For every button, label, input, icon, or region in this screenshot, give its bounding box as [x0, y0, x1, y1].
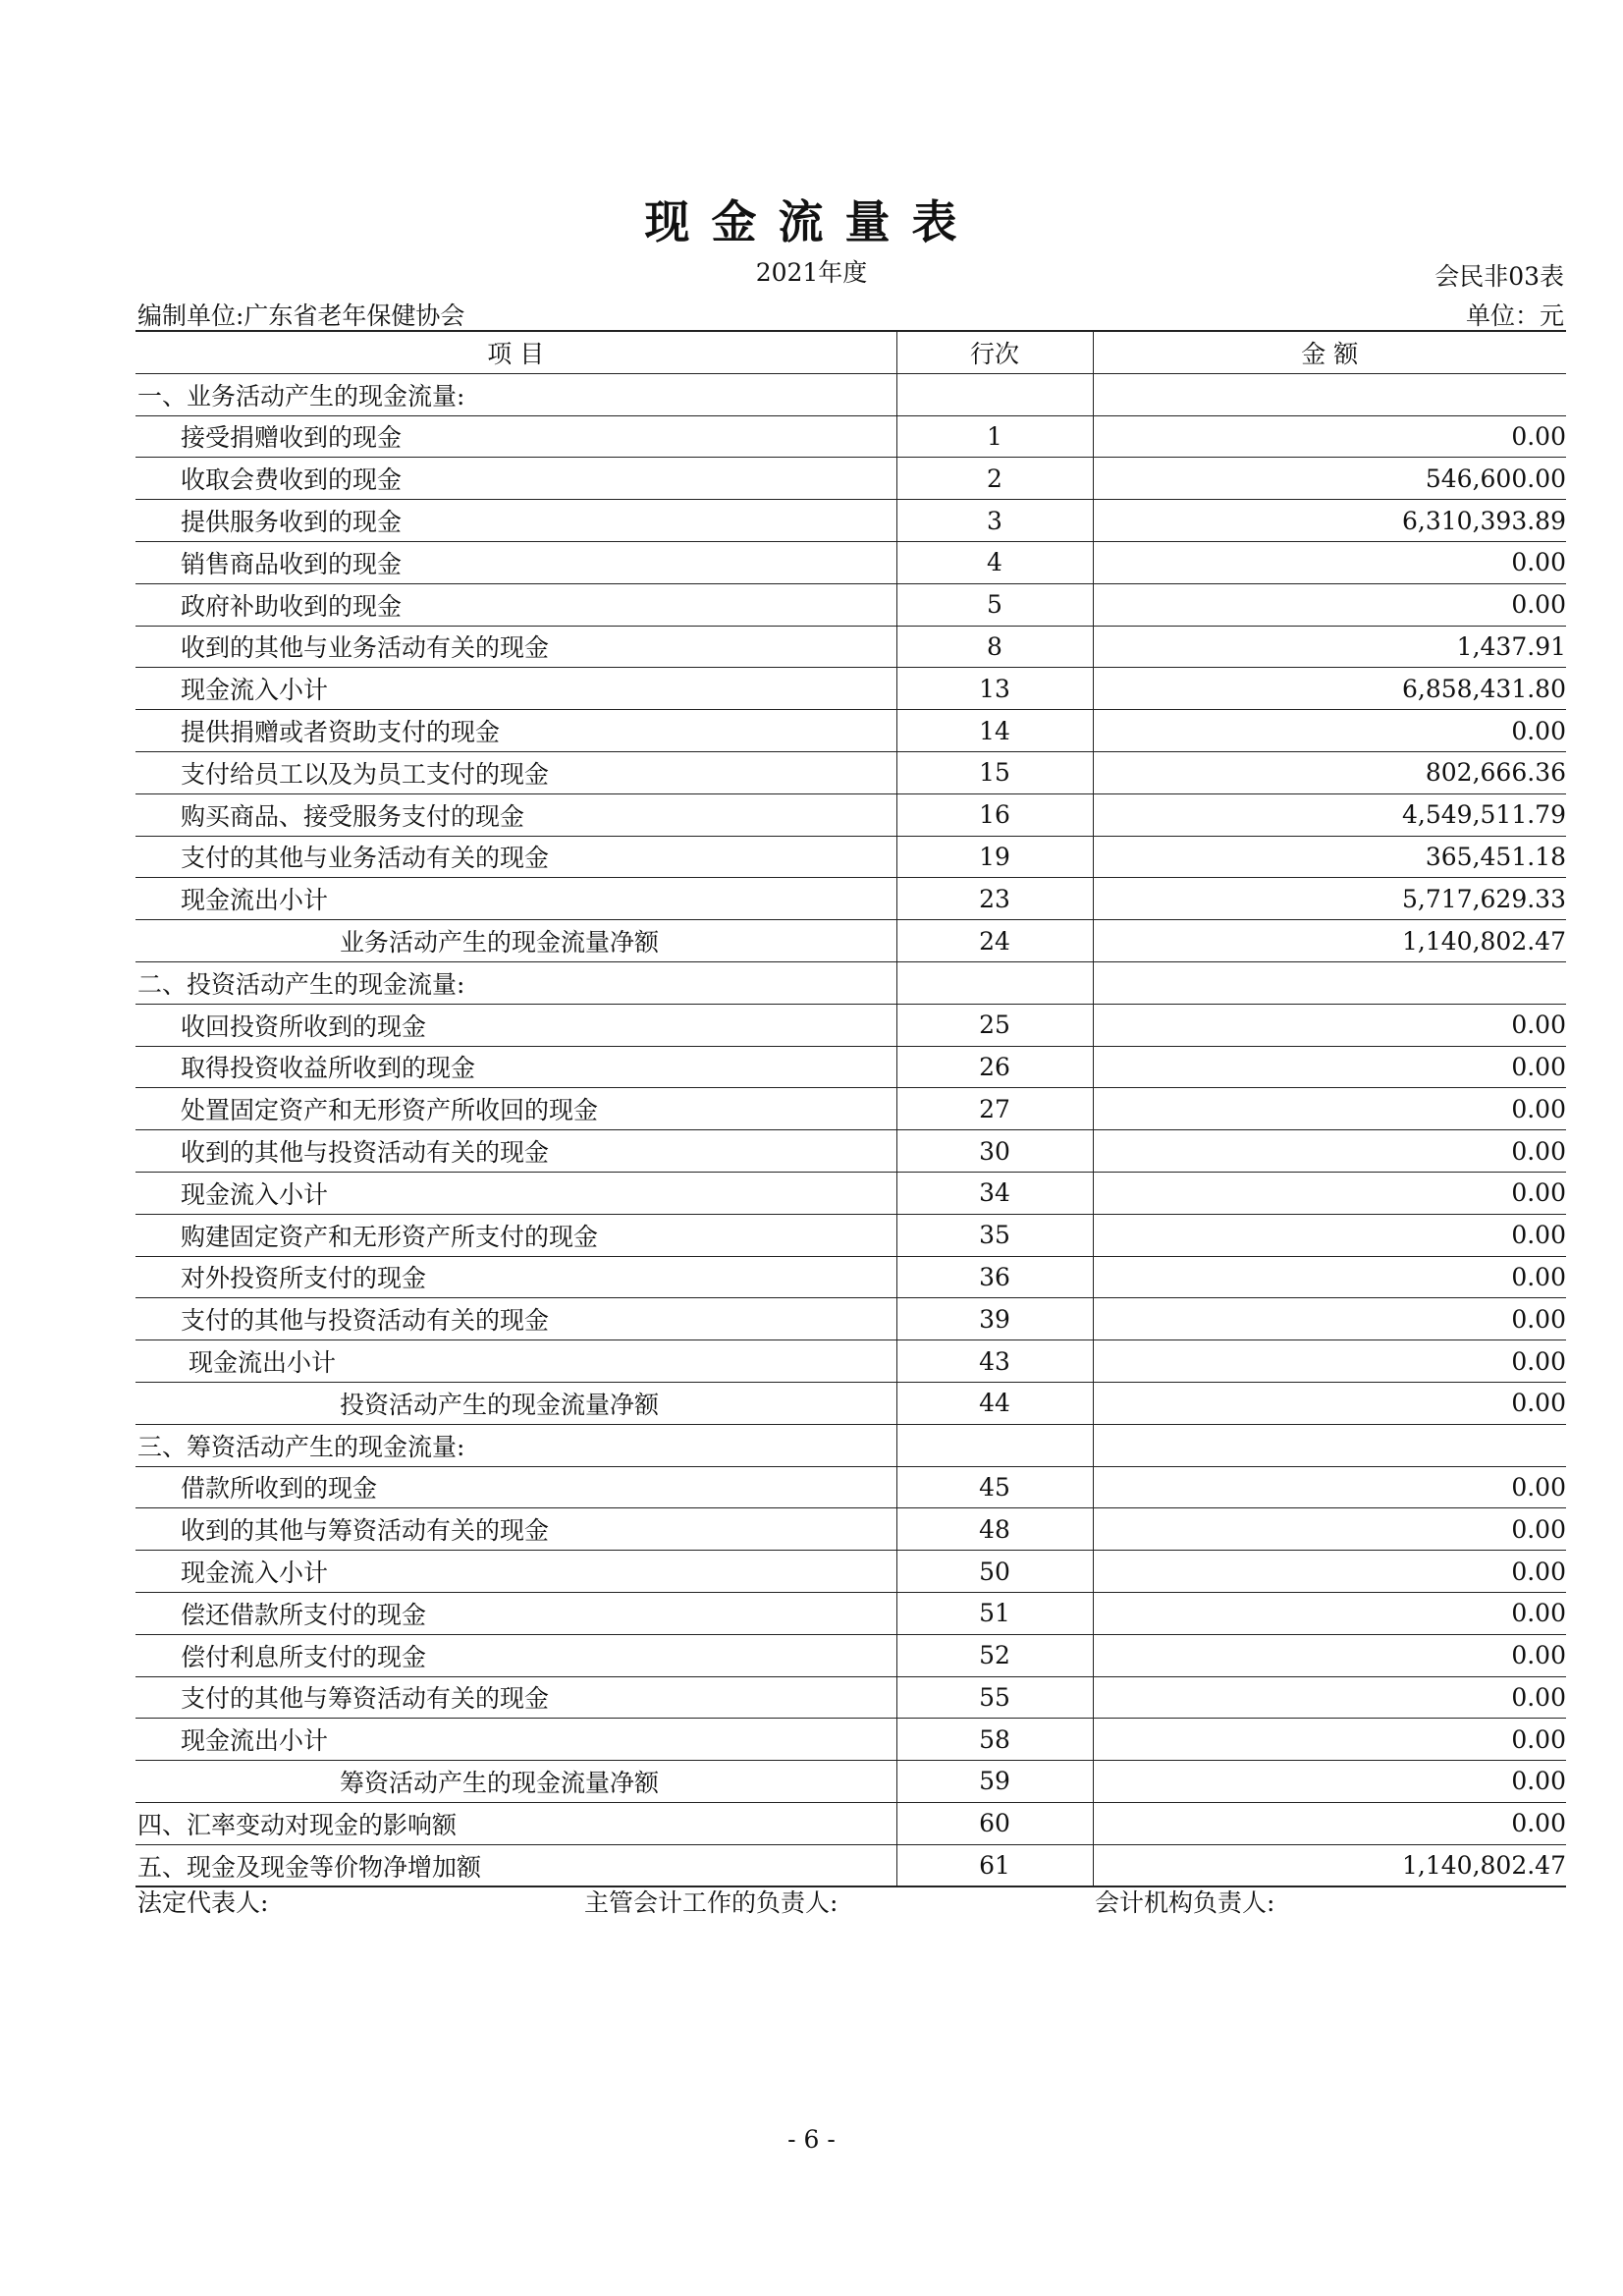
table-row: [135, 1004, 1566, 1046]
row-item-label: 五、现金及现金等价物净增加额: [135, 1844, 896, 1886]
row-amount: 0.00: [1093, 1340, 1566, 1383]
row-item-label: 销售商品收到的现金: [135, 541, 896, 583]
cash-flow-table: [135, 330, 1566, 1887]
table-row: [135, 1761, 1566, 1803]
row-amount: 0.00: [1093, 1551, 1566, 1593]
row-item-label: 接受捐赠收到的现金: [135, 415, 896, 458]
table-row: [135, 878, 1566, 920]
row-item-label: 支付的其他与投资活动有关的现金: [135, 1298, 896, 1340]
row-amount: 0.00: [1093, 1298, 1566, 1340]
table-row: [135, 583, 1566, 626]
row-amount: 0.00: [1093, 1130, 1566, 1173]
row-amount: 0.00: [1093, 541, 1566, 583]
row-amount: [1093, 1424, 1566, 1466]
row-line-number: 36: [896, 1256, 1093, 1298]
row-amount: 365,451.18: [1093, 836, 1566, 878]
table-row: [135, 1382, 1566, 1424]
row-amount: [1093, 373, 1566, 415]
row-amount: 0.00: [1093, 1802, 1566, 1844]
row-item-label: 投资活动产生的现金流量净额: [135, 1382, 896, 1424]
report-title: 现金流量表: [644, 195, 979, 248]
row-item-label: 对外投资所支付的现金: [135, 1256, 896, 1298]
row-amount: 0.00: [1093, 1592, 1566, 1634]
table-row: [135, 415, 1566, 458]
row-item-label: 筹资活动产生的现金流量净额: [135, 1761, 896, 1803]
row-item-label: 提供服务收到的现金: [135, 500, 896, 542]
row-amount: 0.00: [1093, 1214, 1566, 1256]
row-line-number: 39: [896, 1298, 1093, 1340]
row-amount: 802,666.36: [1093, 751, 1566, 793]
table-row: [135, 836, 1566, 878]
row-line-number: 19: [896, 836, 1093, 878]
table-row: [135, 1844, 1566, 1886]
row-line-number: 24: [896, 920, 1093, 962]
table-row: [135, 1298, 1566, 1340]
table-row: [135, 710, 1566, 752]
row-item-label: 取得投资收益所收到的现金: [135, 1046, 896, 1088]
row-line-number: 30: [896, 1130, 1093, 1173]
row-line-number: 13: [896, 668, 1093, 710]
row-item-label: 现金流出小计: [135, 878, 896, 920]
accounting-head-label: 主管会计工作的负责人:: [584, 1888, 839, 1917]
row-line-number: 4: [896, 541, 1093, 583]
row-line-number: 15: [896, 751, 1093, 793]
legal-representative-label: 法定代表人:: [137, 1888, 269, 1917]
table-row: [135, 920, 1566, 962]
row-amount: 4,549,511.79: [1093, 793, 1566, 836]
row-item-label: 二、投资活动产生的现金流量:: [135, 961, 896, 1004]
row-item-label: 收到的其他与筹资活动有关的现金: [135, 1508, 896, 1551]
table-row: [135, 541, 1566, 583]
row-line-number: 3: [896, 500, 1093, 542]
row-line-number: [896, 373, 1093, 415]
table-row: [135, 1424, 1566, 1466]
row-item-label: 三、筹资活动产生的现金流量:: [135, 1424, 896, 1466]
row-amount: [1093, 961, 1566, 1004]
row-amount: 0.00: [1093, 710, 1566, 752]
row-amount: 546,600.00: [1093, 458, 1566, 500]
reporting-unit: 编制单位:广东省老年保健协会: [137, 301, 465, 330]
report-year: 2021年度: [755, 258, 868, 287]
row-item-label: 偿还借款所支付的现金: [135, 1592, 896, 1634]
currency-unit: 单位：元: [1465, 301, 1564, 330]
row-line-number: 34: [896, 1172, 1093, 1214]
row-amount: 1,140,802.47: [1093, 920, 1566, 962]
row-amount: 0.00: [1093, 1004, 1566, 1046]
column-header-amount: 金 额: [1093, 331, 1566, 373]
table-row: [135, 1172, 1566, 1214]
row-item-label: 现金流出小计: [135, 1719, 896, 1761]
row-amount: 0.00: [1093, 1761, 1566, 1803]
row-item-label: 业务活动产生的现金流量净额: [135, 920, 896, 962]
table-row: [135, 1634, 1566, 1676]
row-amount: 0.00: [1093, 415, 1566, 458]
table-row: [135, 1340, 1566, 1383]
row-amount: 1,437.91: [1093, 626, 1566, 668]
row-item-label: 现金流入小计: [135, 668, 896, 710]
row-item-label: 支付的其他与筹资活动有关的现金: [135, 1676, 896, 1719]
row-item-label: 支付的其他与业务活动有关的现金: [135, 836, 896, 878]
row-line-number: 26: [896, 1046, 1093, 1088]
row-amount: 0.00: [1093, 1172, 1566, 1214]
table-row: [135, 1130, 1566, 1173]
row-item-label: 现金流入小计: [135, 1172, 896, 1214]
row-amount: 0.00: [1093, 583, 1566, 626]
row-line-number: 48: [896, 1508, 1093, 1551]
table-row: [135, 1551, 1566, 1593]
row-amount: 6,858,431.80: [1093, 668, 1566, 710]
table-row: [135, 1046, 1566, 1088]
row-line-number: [896, 1424, 1093, 1466]
row-item-label: 收回投资所收到的现金: [135, 1004, 896, 1046]
table-row: [135, 1256, 1566, 1298]
table-row: [135, 751, 1566, 793]
row-line-number: 50: [896, 1551, 1093, 1593]
row-line-number: 43: [896, 1340, 1093, 1383]
row-line-number: 60: [896, 1802, 1093, 1844]
row-line-number: 1: [896, 415, 1093, 458]
row-amount: 1,140,802.47: [1093, 1844, 1566, 1886]
row-line-number: 52: [896, 1634, 1093, 1676]
row-item-label: 一、业务活动产生的现金流量:: [135, 373, 896, 415]
row-amount: 0.00: [1093, 1634, 1566, 1676]
row-line-number: 25: [896, 1004, 1093, 1046]
row-amount: 0.00: [1093, 1676, 1566, 1719]
row-item-label: 借款所收到的现金: [135, 1466, 896, 1508]
table-row: [135, 961, 1566, 1004]
row-item-label: 现金流出小计: [135, 1340, 896, 1383]
table-row: [135, 1802, 1566, 1844]
table-row: [135, 458, 1566, 500]
row-amount: 0.00: [1093, 1256, 1566, 1298]
form-code: 会民非03表: [1434, 262, 1564, 291]
table-row: [135, 1719, 1566, 1761]
column-header-item: 项 目: [135, 331, 896, 373]
row-line-number: 8: [896, 626, 1093, 668]
row-item-label: 处置固定资产和无形资产所收回的现金: [135, 1088, 896, 1130]
column-header-row-number: 行次: [896, 331, 1093, 373]
table-row: [135, 1214, 1566, 1256]
row-line-number: 5: [896, 583, 1093, 626]
row-line-number: 55: [896, 1676, 1093, 1719]
row-line-number: 45: [896, 1466, 1093, 1508]
row-line-number: 61: [896, 1844, 1093, 1886]
row-item-label: 购买商品、接受服务支付的现金: [135, 793, 896, 836]
row-line-number: 59: [896, 1761, 1093, 1803]
table-row: [135, 1088, 1566, 1130]
table-row: [135, 793, 1566, 836]
row-amount: 0.00: [1093, 1719, 1566, 1761]
table-row: [135, 1508, 1566, 1551]
table-row: [135, 626, 1566, 668]
row-item-label: 现金流入小计: [135, 1551, 896, 1593]
row-amount: 0.00: [1093, 1382, 1566, 1424]
row-line-number: 16: [896, 793, 1093, 836]
table-row: [135, 1592, 1566, 1634]
table-row: [135, 668, 1566, 710]
row-line-number: [896, 961, 1093, 1004]
row-amount: 0.00: [1093, 1046, 1566, 1088]
row-line-number: 14: [896, 710, 1093, 752]
table-header-row: [135, 331, 1566, 373]
row-amount: 0.00: [1093, 1088, 1566, 1130]
row-amount: 5,717,629.33: [1093, 878, 1566, 920]
row-item-label: 政府补助收到的现金: [135, 583, 896, 626]
row-line-number: 27: [896, 1088, 1093, 1130]
page-number: - 6 -: [787, 2125, 836, 2154]
row-amount: 0.00: [1093, 1466, 1566, 1508]
table-row: [135, 1676, 1566, 1719]
table-row: [135, 500, 1566, 542]
row-line-number: 51: [896, 1592, 1093, 1634]
row-line-number: 58: [896, 1719, 1093, 1761]
row-item-label: 收到的其他与投资活动有关的现金: [135, 1130, 896, 1173]
row-item-label: 提供捐赠或者资助支付的现金: [135, 710, 896, 752]
row-amount: 6,310,393.89: [1093, 500, 1566, 542]
row-line-number: 35: [896, 1214, 1093, 1256]
row-item-label: 支付给员工以及为员工支付的现金: [135, 751, 896, 793]
row-item-label: 收取会费收到的现金: [135, 458, 896, 500]
table-row: [135, 1466, 1566, 1508]
accounting-dept-head-label: 会计机构负责人:: [1095, 1888, 1275, 1917]
row-item-label: 购建固定资产和无形资产所支付的现金: [135, 1214, 896, 1256]
row-item-label: 偿付利息所支付的现金: [135, 1634, 896, 1676]
row-line-number: 23: [896, 878, 1093, 920]
row-item-label: 四、汇率变动对现金的影响额: [135, 1802, 896, 1844]
row-line-number: 2: [896, 458, 1093, 500]
row-line-number: 44: [896, 1382, 1093, 1424]
table-row: [135, 373, 1566, 415]
row-amount: 0.00: [1093, 1508, 1566, 1551]
row-item-label: 收到的其他与业务活动有关的现金: [135, 626, 896, 668]
